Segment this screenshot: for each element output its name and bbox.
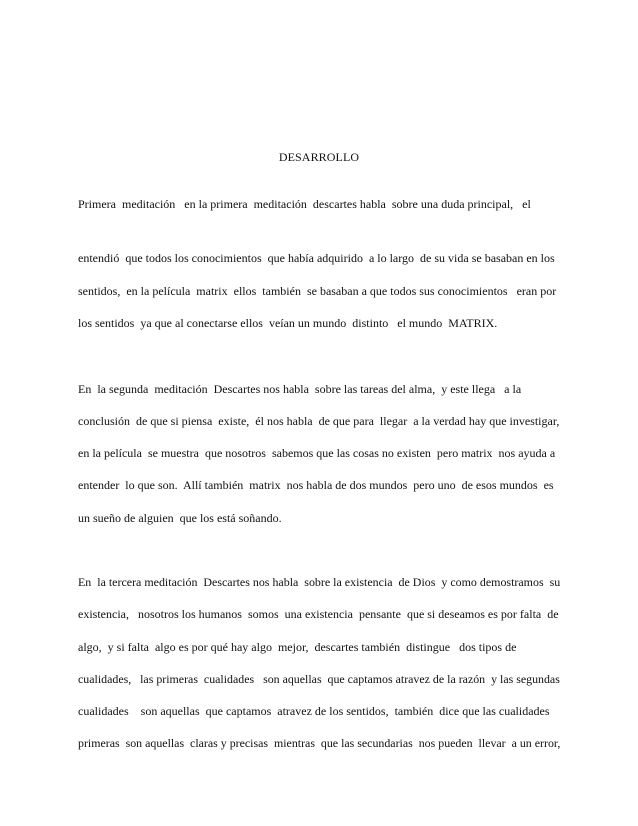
paragraph-line: entendió que todos los conocimientos que había adquirido a lo largo de su vida se basaban en los — [78, 251, 555, 265]
paragraph-line: entender lo que son. Allí también matrix nos habla de dos mundos pero uno de esos mundos es — [78, 478, 554, 492]
paragraph-line: conclusión de que si piensa existe, él nos habla de que para llegar a la verdad hay que investigar, — [78, 414, 560, 428]
paragraph-line: existencia, nosotros los humanos somos una existencia pensante que si deseamos es por falta de — [78, 607, 559, 621]
paragraph-line: En la segunda meditación Descartes nos habla sobre las tareas del alma, y este llega a la — [78, 382, 522, 396]
paragraph-line: Primera meditación en la primera meditación descartes habla sobre una duda principal, el — [78, 197, 531, 211]
paragraph-line: en la película se muestra que nosotros sabemos que las cosas no existen pero matrix nos ayuda a — [78, 446, 556, 460]
paragraph-line: los sentidos ya que al conectarse ellos veían un mundo distinto el mundo MATRIX. — [78, 316, 498, 330]
paragraph-line: En la tercera meditación Descartes nos habla sobre la existencia de Dios y como demostramos su — [78, 575, 561, 589]
paragraph-line: sentidos, en la película matrix ellos también se basaban a que todos sus conocimientos eran por — [78, 284, 557, 298]
document-title: DESARROLLO — [278, 150, 360, 164]
paragraph-line: un sueño de alguien que los está soñando. — [78, 511, 282, 525]
paragraph-line: primeras son aquellas claras y precisas mientras que las secundarias nos pueden llevar a un error, — [78, 736, 561, 750]
paragraph-line: algo, y si falta algo es por qué hay algo mejor, descartes también distingue dos tipos de — [78, 640, 517, 654]
paragraph-line: cualidades, las primeras cualidades son aquellas que captamos atravez de la razón y las segundas — [78, 672, 560, 686]
paragraph-line: cualidades son aquellas que captamos atravez de los sentidos, también dice que las cualidades — [78, 704, 550, 718]
